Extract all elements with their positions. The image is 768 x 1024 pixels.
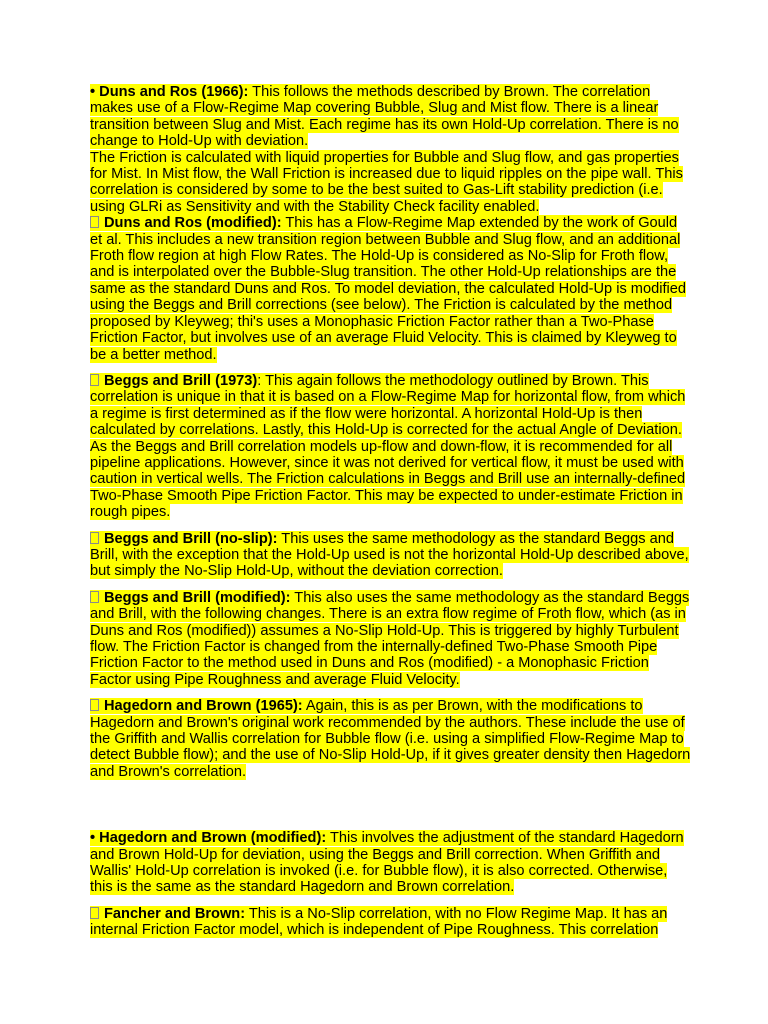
paragraph-text: This is a No-Slip correlation, with no Flow Regime Map. It has an internal Friction Factor model, which is independent of Pipe Roughness. This correlation: [90, 905, 668, 939]
paragraph-term: Hagedorn and Brown (1965):: [104, 698, 303, 715]
paragraph-term: Fancher and Brown:: [104, 905, 246, 922]
paragraph-beggs-brill-modified: [90, 590, 692, 688]
paragraph-term: Duns and Ros (1966):: [99, 84, 249, 100]
paragraph-text: This also uses the same methodology as the standard Beggs and Brill, with the following changes. There is an extra flow regime of Froth flow, which (as in Duns and Ros (modified)) assumes a No-Slip Hold-Up. This is triggered by highly Turbulent flow. The Friction Factor is changed from the internally-defined Two-Phase Smooth Pipe Friction Factor to the method used in Duns and Ros (modified) - a Monophasic Friction Factor using Pipe Roughness and average Fluid Velocity.: [90, 589, 690, 688]
paragraph-text: Again, this is as per Brown, with the modifications to Hagedorn and Brown's original work recommended by the authors. These include the use of the Griffith and Wallis correlation for Bubble flow (i.e. using a simplified Flow-Regime Map to detect Bubble flow); and the use of No-Slip Hold-Up, if it gives greater density then Hagedorn and Brown's correlation.: [90, 698, 691, 780]
paragraph-text: The Friction is calculated with liquid properties for Bubble and Slug flow, and gas properties for Mist. In Mist flow, the Wall Friction is increased due to liquid ripples on the pipe wall. This correlation is considered by some to be the best suited to Gas-Lift stability prediction (i.e. using GLRi as Sensitivity and with the Stability Check facility enabled.: [90, 149, 683, 215]
checkbox-glyph-icon: [90, 532, 99, 544]
paragraph-term: Beggs and Brill (no-slip):: [104, 530, 278, 547]
paragraph-hagedorn-brown-1965: [90, 698, 692, 780]
paragraph-text: This uses the same methodology as the standard Beggs and Brill, with the exception that the Hold-Up used is not the horizontal Hold-Up described above, but simply the No-Slip Hold-Up, without the deviation correction.: [90, 530, 689, 580]
bullet-icon: •: [90, 830, 96, 847]
checkbox-glyph-icon: [90, 591, 99, 603]
checkbox-glyph-icon: [90, 907, 99, 919]
paragraph-fancher-brown: [90, 906, 692, 939]
checkbox-glyph-icon: [90, 374, 99, 386]
paragraph-term: Beggs and Brill (modified):: [104, 589, 291, 606]
paragraph-duns-ros-friction: [90, 150, 692, 216]
paragraph-term: Duns and Ros (modified):: [104, 215, 282, 232]
paragraph-duns-ros-modified: [90, 215, 692, 363]
paragraph-beggs-brill-1973: [90, 373, 692, 521]
checkbox-glyph-icon: [90, 216, 99, 228]
paragraph-text: : This again follows the methodology outlined by Brown. This correlation is unique in that it is based on a Flow-Regime Map for horizontal flow, from which a regime is first determined as if the flow were horizontal. A horizontal Hold-Up is then calculated by correlations. Lastly, this Hold-Up is corrected for the actual Angle of Deviation. As the Beggs and Brill correlation models up-flow and down-flow, it is recommended for all pipeline applications. However, since it was not derived for vertical flow, it must be used with caution in vertical wells. The Friction calculations in Beggs and Brill use an internally-defined Two-Phase Smooth Pipe Friction Factor. This may be expected to under-estimate Friction in rough pipes.: [90, 372, 686, 521]
paragraph-text: This has a Flow-Regime Map extended by the work of Gould et al. This includes a new transition region between Bubble and Slug flow, and an additional Froth flow region at high Flow Rates. The Hold-Up is considered as No-Slip for Froth flow, and is interpolated over the Bubble-Slug transition. The other Hold-Up relationships are the same as the standard Duns and Ros. To model deviation, the calculated Hold-Up is modified using the Beggs and Brill corrections (see below). The Friction is calculated by the method proposed by Kleyweg; thi's uses a Monophasic Friction Factor rather than a Two-Phase Friction Factor, but involves use of an average Fluid Velocity. This is claimed by Kleyweg to be a better method.: [90, 215, 686, 363]
paragraph-term: Hagedorn and Brown (modified):: [99, 830, 327, 847]
checkbox-glyph-icon: [90, 699, 99, 711]
bullet-icon: •: [90, 84, 96, 100]
paragraph-text: This follows the methods described by Brown. The correlation makes use of a Flow-Regime Map covering Bubble, Slug and Mist flow. There is a linear transition between Slug and Mist. Each regime has its own Hold-Up correlation. There is no change to Hold-Up with deviation.: [90, 84, 679, 150]
document-page: [90, 84, 692, 949]
paragraph-beggs-brill-no-slip: [90, 531, 692, 580]
paragraph-text: This involves the adjustment of the standard Hagedorn and Brown Hold-Up for deviation, using the Beggs and Brill correction. When Griffith and Wallis' Hold-Up correlation is invoked (i.e. for Bubble flow), it is also corrected. Otherwise, this is the same as the standard Hagedorn and Brown correlation.: [90, 830, 684, 896]
paragraph-term: Beggs and Brill (1973): [104, 372, 258, 389]
paragraph-duns-ros-1966: [90, 84, 692, 150]
paragraph-hagedorn-brown-modified: [90, 830, 692, 896]
